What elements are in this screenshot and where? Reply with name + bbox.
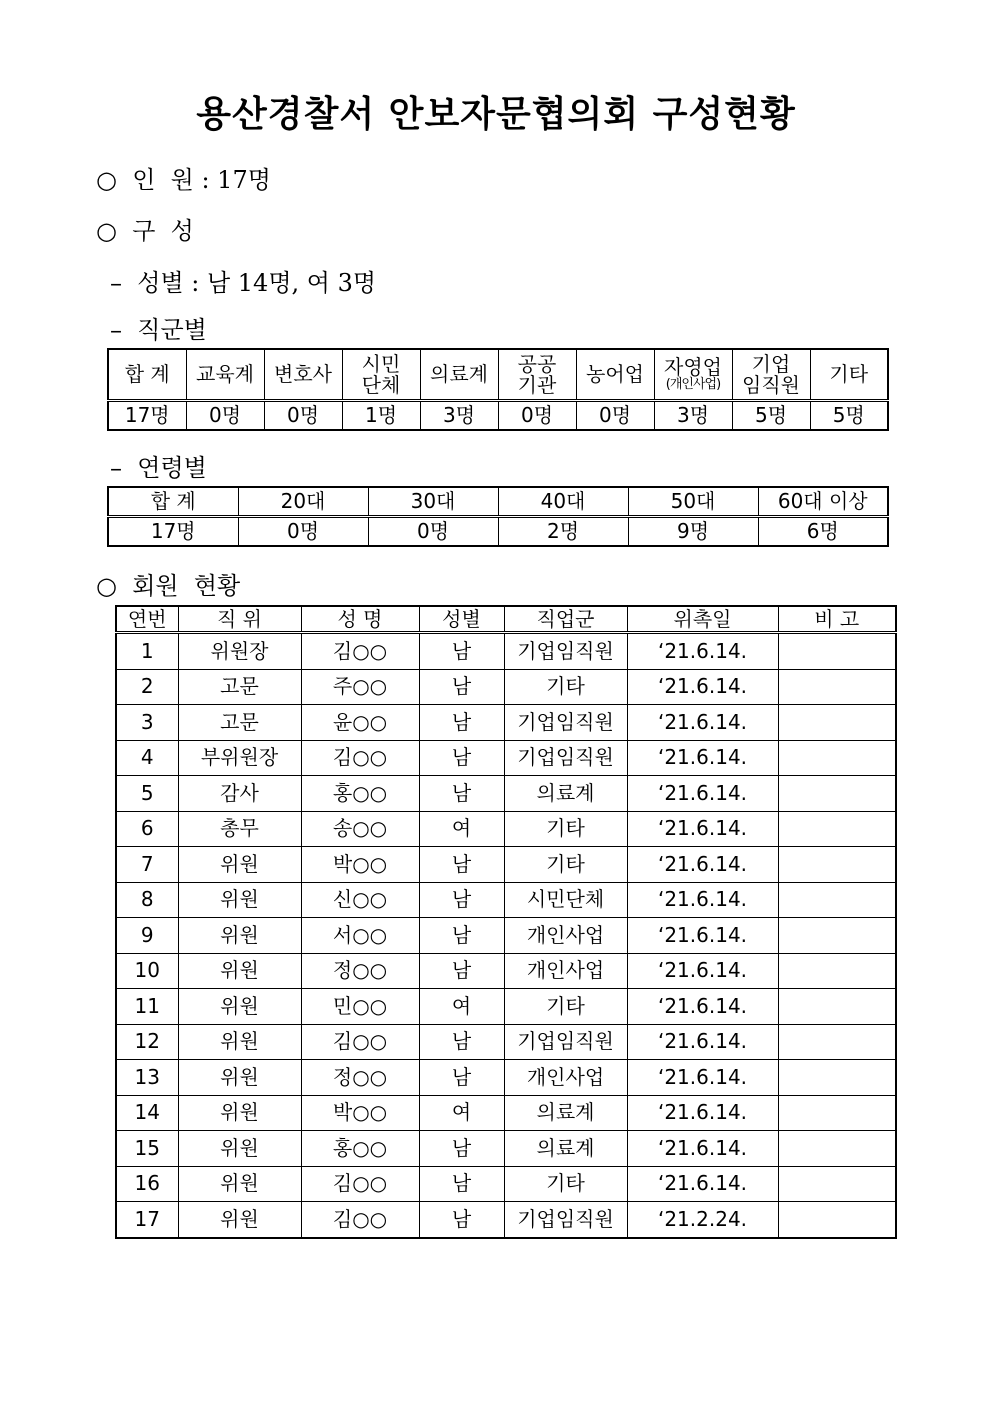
- member-date: ‘21.6.14.: [627, 669, 778, 705]
- member-position: 고문: [178, 669, 301, 705]
- member-position: 위원: [178, 882, 301, 918]
- table-row: [116, 847, 896, 883]
- member-header-job: 직업군: [504, 606, 627, 633]
- member-position: 총무: [178, 811, 301, 847]
- table-row: [116, 1095, 896, 1131]
- member-no: 7: [116, 847, 178, 883]
- member-gender: 여: [419, 989, 504, 1025]
- member-note: [778, 918, 896, 954]
- member-date: ‘21.6.14.: [627, 1131, 778, 1167]
- job-header-civic-line2: 단체: [361, 372, 401, 397]
- page-title: 용산경찰서 안보자문협의회 구성현황: [196, 94, 796, 135]
- job-header-corp-line2: 임직원: [742, 372, 800, 397]
- member-position: 위원: [178, 1131, 301, 1167]
- member-date: ‘21.6.14.: [627, 953, 778, 989]
- member-name: 김○○: [301, 1024, 419, 1060]
- table-row: [116, 1024, 896, 1060]
- member-header-note: 비 고: [778, 606, 896, 633]
- member-header-date: 위촉일: [627, 606, 778, 633]
- member-job: 기업임직원: [504, 1024, 627, 1060]
- member-note: [778, 1095, 896, 1131]
- job-value: 0명: [186, 401, 264, 431]
- member-header-no: 연번: [116, 606, 178, 633]
- member-job: 기타: [504, 669, 627, 705]
- table-row: [116, 1202, 896, 1238]
- member-no: 1: [116, 633, 178, 670]
- member-position: 위원: [178, 1060, 301, 1096]
- member-note: [778, 953, 896, 989]
- member-date: ‘21.6.14.: [627, 740, 778, 776]
- member-gender: 남: [419, 776, 504, 812]
- member-job: 기업임직원: [504, 633, 627, 670]
- member-gender: 남: [419, 1024, 504, 1060]
- member-gender: 남: [419, 882, 504, 918]
- member-no: 15: [116, 1131, 178, 1167]
- age-value: 2명: [498, 517, 628, 547]
- age-table: [107, 486, 889, 547]
- member-name: 김○○: [301, 1202, 419, 1238]
- member-name: 서○○: [301, 918, 419, 954]
- member-date: ‘21.6.14.: [627, 882, 778, 918]
- age-header: 20대: [238, 487, 368, 517]
- job-header-public-line1: 공공: [517, 351, 557, 376]
- age-header: 합 계: [108, 487, 238, 517]
- job-header-medical: 의료계: [420, 349, 498, 401]
- age-header: 40대: [498, 487, 628, 517]
- member-header-gender: 성별: [419, 606, 504, 633]
- table-row: [116, 776, 896, 812]
- table-row: [116, 989, 896, 1025]
- member-no: 3: [116, 705, 178, 741]
- member-no: 2: [116, 669, 178, 705]
- member-job: 기타: [504, 811, 627, 847]
- member-date: ‘21.6.14.: [627, 847, 778, 883]
- member-header-position: 직 위: [178, 606, 301, 633]
- member-position: 위원: [178, 1202, 301, 1238]
- member-position: 위원: [178, 918, 301, 954]
- job-header-agri: 농어업: [576, 349, 654, 401]
- member-name: 정○○: [301, 1060, 419, 1096]
- member-position: 부위원장: [178, 740, 301, 776]
- member-gender: 남: [419, 1131, 504, 1167]
- job-header-other: 기타: [810, 349, 888, 401]
- job-header-self-line1: 자영업: [664, 355, 722, 380]
- member-note: [778, 705, 896, 741]
- member-name: 홍○○: [301, 1131, 419, 1167]
- member-name: 박○○: [301, 847, 419, 883]
- job-value: 3명: [654, 401, 732, 431]
- member-no: 9: [116, 918, 178, 954]
- age-header: 30대: [368, 487, 498, 517]
- member-gender: 남: [419, 705, 504, 741]
- member-note: [778, 740, 896, 776]
- member-no: 6: [116, 811, 178, 847]
- member-date: ‘21.6.14.: [627, 705, 778, 741]
- job-header-education: 교육계: [186, 349, 264, 401]
- table-row: [116, 1060, 896, 1096]
- member-position: 위원: [178, 1095, 301, 1131]
- job-category-table: [107, 348, 889, 431]
- member-name: 주○○: [301, 669, 419, 705]
- job-header-self-line2: (개인사업): [665, 377, 721, 393]
- member-gender: 남: [419, 953, 504, 989]
- age-header: 50대: [628, 487, 758, 517]
- member-date: ‘21.6.14.: [627, 918, 778, 954]
- member-job: 개인사업: [504, 918, 627, 954]
- member-gender: 남: [419, 633, 504, 670]
- age-value: 0명: [368, 517, 498, 547]
- member-job: 기업임직원: [504, 740, 627, 776]
- member-position: 감사: [178, 776, 301, 812]
- age-value: 0명: [238, 517, 368, 547]
- member-table: [115, 605, 897, 1239]
- job-header-civic-line1: 시민: [361, 351, 401, 376]
- job-value: 1명: [342, 401, 420, 431]
- member-job: 기업임직원: [504, 705, 627, 741]
- age-header-row: [108, 487, 888, 517]
- table-row: [116, 918, 896, 954]
- member-name: 신○○: [301, 882, 419, 918]
- member-name: 민○○: [301, 989, 419, 1025]
- member-job: 기업임직원: [504, 1202, 627, 1238]
- age-value-row: [108, 517, 888, 547]
- member-job: 의료계: [504, 1131, 627, 1167]
- member-note: [778, 847, 896, 883]
- member-gender: 여: [419, 811, 504, 847]
- member-job: 의료계: [504, 1095, 627, 1131]
- age-value: 9명: [628, 517, 758, 547]
- job-header-row: [108, 349, 888, 401]
- member-no: 12: [116, 1024, 178, 1060]
- member-position: 위원장: [178, 633, 301, 670]
- composition-line: ○ 구 성: [96, 217, 194, 245]
- by-job-heading: – 직군별: [110, 316, 207, 344]
- member-note: [778, 1166, 896, 1202]
- job-value: 0명: [498, 401, 576, 431]
- table-row: [116, 1166, 896, 1202]
- member-position: 위원: [178, 1024, 301, 1060]
- member-date: ‘21.6.14.: [627, 1060, 778, 1096]
- member-name: 김○○: [301, 633, 419, 670]
- member-note: [778, 1060, 896, 1096]
- member-job: 기타: [504, 847, 627, 883]
- job-header-civic: [342, 349, 420, 401]
- member-header-row: [116, 606, 896, 633]
- member-job: 시민단체: [504, 882, 627, 918]
- member-no: 4: [116, 740, 178, 776]
- age-value: 17명: [108, 517, 238, 547]
- member-name: 송○○: [301, 811, 419, 847]
- member-no: 13: [116, 1060, 178, 1096]
- member-no: 5: [116, 776, 178, 812]
- member-position: 위원: [178, 1166, 301, 1202]
- personnel-line: ○ 인 원 : 17명: [96, 166, 271, 194]
- member-name: 김○○: [301, 740, 419, 776]
- members-heading: ○ 회원 현황: [96, 572, 241, 600]
- job-value: 0명: [576, 401, 654, 431]
- member-name: 홍○○: [301, 776, 419, 812]
- member-position: 위원: [178, 847, 301, 883]
- member-note: [778, 1131, 896, 1167]
- age-value: 6명: [758, 517, 888, 547]
- job-value: 0명: [264, 401, 342, 431]
- member-table-body: [116, 633, 896, 1238]
- member-gender: 남: [419, 847, 504, 883]
- member-no: 17: [116, 1202, 178, 1238]
- table-row: [116, 633, 896, 670]
- job-value: 3명: [420, 401, 498, 431]
- member-date: ‘21.6.14.: [627, 633, 778, 670]
- member-note: [778, 633, 896, 670]
- member-gender: 남: [419, 740, 504, 776]
- table-row: [116, 953, 896, 989]
- table-row: [116, 811, 896, 847]
- member-date: ‘21.6.14.: [627, 1095, 778, 1131]
- member-no: 14: [116, 1095, 178, 1131]
- member-note: [778, 776, 896, 812]
- member-gender: 남: [419, 1166, 504, 1202]
- member-name: 윤○○: [301, 705, 419, 741]
- by-age-heading: – 연령별: [110, 454, 207, 482]
- member-no: 11: [116, 989, 178, 1025]
- job-header-corp: [732, 349, 810, 401]
- job-header-public: [498, 349, 576, 401]
- member-name: 박○○: [301, 1095, 419, 1131]
- member-position: 위원: [178, 989, 301, 1025]
- member-note: [778, 811, 896, 847]
- member-position: 고문: [178, 705, 301, 741]
- member-job: 기타: [504, 1166, 627, 1202]
- job-header-total: 합 계: [108, 349, 186, 401]
- age-header: 60대 이상: [758, 487, 888, 517]
- member-job: 개인사업: [504, 1060, 627, 1096]
- table-row: [116, 705, 896, 741]
- member-date: ‘21.6.14.: [627, 1024, 778, 1060]
- job-value: 5명: [810, 401, 888, 431]
- member-date: ‘21.6.14.: [627, 1166, 778, 1202]
- member-gender: 여: [419, 1095, 504, 1131]
- member-no: 16: [116, 1166, 178, 1202]
- member-note: [778, 989, 896, 1025]
- member-note: [778, 669, 896, 705]
- member-header-name: 성 명: [301, 606, 419, 633]
- member-name: 정○○: [301, 953, 419, 989]
- member-gender: 남: [419, 669, 504, 705]
- member-position: 위원: [178, 953, 301, 989]
- member-date: ‘21.6.14.: [627, 811, 778, 847]
- member-job: 기타: [504, 989, 627, 1025]
- job-header-self: [654, 349, 732, 401]
- member-note: [778, 882, 896, 918]
- table-row: [116, 669, 896, 705]
- table-row: [116, 1131, 896, 1167]
- gender-line: – 성별 : 남 14명, 여 3명: [110, 269, 377, 297]
- job-value: 17명: [108, 401, 186, 431]
- member-no: 8: [116, 882, 178, 918]
- member-date: ‘21.2.24.: [627, 1202, 778, 1238]
- job-value-row: [108, 401, 888, 431]
- member-gender: 남: [419, 918, 504, 954]
- member-job: 개인사업: [504, 953, 627, 989]
- member-date: ‘21.6.14.: [627, 776, 778, 812]
- member-note: [778, 1202, 896, 1238]
- member-no: 10: [116, 953, 178, 989]
- member-date: ‘21.6.14.: [627, 989, 778, 1025]
- table-row: [116, 882, 896, 918]
- job-header-public-line2: 기관: [517, 372, 557, 397]
- job-header-lawyer: 변호사: [264, 349, 342, 401]
- member-gender: 남: [419, 1202, 504, 1238]
- member-job: 의료계: [504, 776, 627, 812]
- member-name: 김○○: [301, 1166, 419, 1202]
- member-gender: 남: [419, 1060, 504, 1096]
- table-row: [116, 740, 896, 776]
- job-header-corp-line1: 기업: [751, 351, 791, 376]
- member-note: [778, 1024, 896, 1060]
- job-value: 5명: [732, 401, 810, 431]
